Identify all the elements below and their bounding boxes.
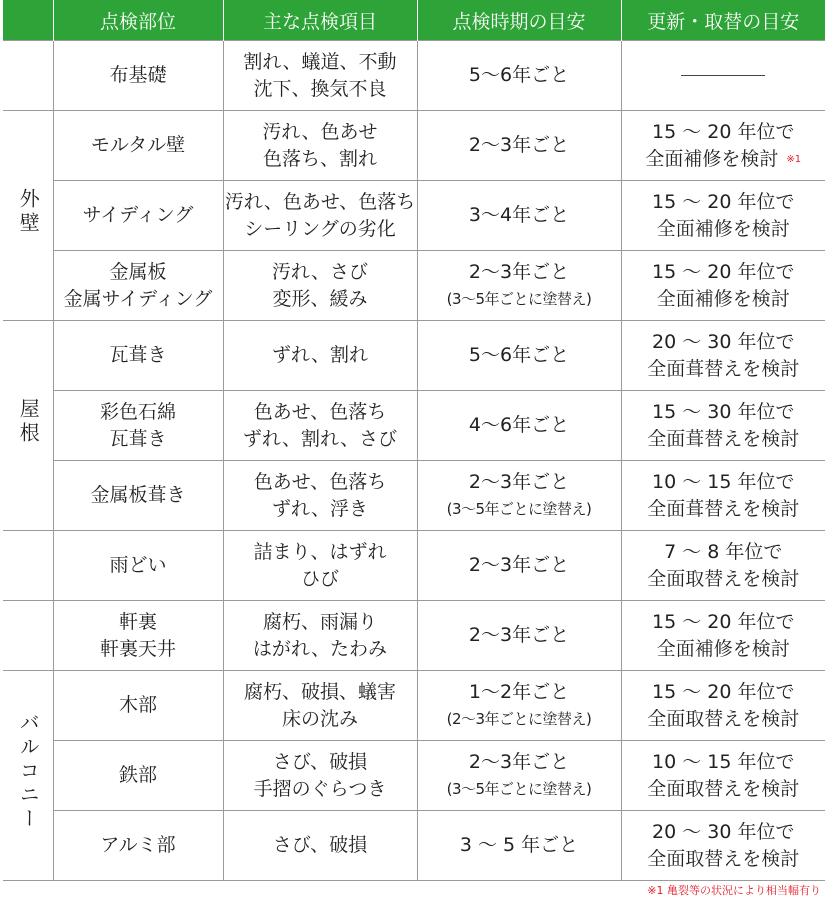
items-cell [223, 391, 417, 461]
cell-line: さび、破損 [272, 750, 368, 773]
header-part: 点検部位 [53, 0, 223, 41]
items-cell [223, 251, 417, 321]
table-row [3, 741, 825, 811]
cell-line: 全面補修を検討 [656, 287, 790, 310]
cell-line: 割れ、蟻道、不動 [243, 50, 397, 73]
cell-line: 全面取替えを検討 [647, 567, 800, 590]
group-label: バルコニー [16, 711, 41, 832]
cell-line: 鉄部 [118, 764, 157, 786]
items-cell [223, 601, 417, 671]
header-period: 点検時期の目安 [417, 0, 621, 41]
cell-line: 全面葺替えを検討 [647, 427, 800, 450]
cell-line: 腐朽、雨漏り [262, 610, 377, 633]
cell-line: 1～2年ごと [468, 680, 570, 703]
renew-cell [621, 321, 825, 391]
part-cell [53, 461, 223, 531]
part-cell [53, 741, 223, 811]
renew-cell [621, 601, 825, 671]
group-label: 屋根 [16, 397, 41, 446]
table-row [3, 531, 825, 601]
items-cell [223, 671, 417, 741]
cell-line: 2～3年ごと [468, 624, 570, 646]
cell-line: 2～3年ごと [468, 134, 570, 156]
period-cell [417, 461, 621, 531]
cell-line: 瓦葺き [109, 344, 167, 366]
group-label: 外壁 [16, 187, 41, 236]
group-cell [3, 321, 53, 531]
renew-cell [621, 671, 825, 741]
cell-line: 4～6年ごと [468, 414, 570, 436]
table-row [3, 391, 825, 461]
cell-line: 5～6年ごと [468, 64, 570, 86]
cell-line: 沈下、換気不良 [253, 77, 387, 100]
cell-line: 15 ～ 20 年位で [652, 260, 795, 283]
cell-line: 全面取替えを検討 [647, 847, 800, 870]
cell-line: 汚れ、色あせ [262, 120, 378, 143]
cell-line: 金属板 [109, 260, 167, 283]
cell-line: 色あせ、色落ち [253, 470, 387, 493]
table-row [3, 251, 825, 321]
renew-cell [621, 181, 825, 251]
cell-line: 15 ～ 30 年位で [652, 400, 795, 423]
cell-line: 腐朽、破損、蟻害 [243, 680, 396, 703]
header-group [3, 0, 53, 41]
cell-line: 金属サイディング [63, 287, 213, 310]
cell-line: サイディング [82, 204, 194, 226]
renew-cell [621, 251, 825, 321]
period-cell [417, 601, 621, 671]
items-cell [223, 811, 417, 881]
group-cell [3, 111, 53, 321]
cell-line: 20 ～ 30 年位で [652, 820, 795, 843]
period-cell [417, 111, 621, 181]
items-cell [223, 181, 417, 251]
renew-cell [621, 811, 825, 881]
cell-line: 軒裏 [118, 610, 157, 633]
part-cell [53, 811, 223, 881]
cell-line: 15 ～ 20 年位で [652, 610, 795, 633]
cell-line: 彩色石綿 [99, 400, 176, 423]
cell-line: (3～5年ごとに塗替え) [446, 499, 592, 518]
period-cell [417, 531, 621, 601]
cell-line: 2～3年ごと [468, 750, 570, 773]
cell-line: 2～3年ごと [468, 554, 570, 576]
table-row [3, 321, 825, 391]
period-cell [417, 321, 621, 391]
cell-line: 雨どい [109, 554, 167, 576]
cell-line: 汚れ、色あせ、色落ち [224, 190, 416, 213]
dash-line [681, 75, 765, 76]
cell-line: 木部 [118, 694, 157, 716]
cell-line: 金属板葺き [90, 484, 186, 506]
cell-line: 変形、緩み [272, 287, 368, 310]
part-cell [53, 181, 223, 251]
renew-cell [621, 391, 825, 461]
cell-line: ひび [300, 567, 339, 590]
part-cell [53, 321, 223, 391]
cell-line: 2～3年ごと [468, 470, 570, 493]
cell-line: はがれ、たわみ [252, 637, 388, 660]
table-row [3, 111, 825, 181]
header-renew: 更新・取替の目安 [621, 0, 825, 41]
table-row [3, 461, 825, 531]
cell-line: 3 ～ 5 年ごと [459, 834, 579, 856]
cell-line: 全面補修を検討 [656, 637, 790, 660]
items-cell [223, 41, 417, 111]
cell-line: アルミ部 [100, 834, 176, 856]
cell-line: 3～4年ごと [468, 204, 570, 226]
cell-line: 5～6年ごと [468, 344, 570, 366]
footnote: ※1 亀裂等の状況により相当幅有り [647, 884, 821, 897]
cell-line: 汚れ、さび [271, 260, 369, 283]
group-cell [3, 601, 53, 671]
cell-line: シーリングの劣化 [244, 217, 396, 240]
cell-line: 全面取替えを検討 [647, 777, 800, 800]
cell-line: 10 ～ 15 年位で [652, 750, 795, 773]
cell-line: ずれ、割れ [271, 344, 369, 366]
part-cell [53, 531, 223, 601]
table-body [3, 41, 825, 881]
period-cell [417, 811, 621, 881]
cell-line: 全面補修を検討 [656, 217, 790, 240]
cell-line: ずれ、割れ、さび [242, 427, 398, 450]
cell-line: 20 ～ 30 年位で [652, 330, 795, 353]
cell-line: 詰まり、はずれ [253, 540, 387, 563]
cell-line [622, 146, 826, 173]
renew-cell [621, 461, 825, 531]
cell-line: 軒裏天井 [99, 637, 176, 660]
cell-line: 全面取替えを検討 [647, 707, 800, 730]
header-row [3, 0, 825, 41]
cell-line: 瓦葺き [109, 427, 167, 450]
items-cell [223, 741, 417, 811]
table-row [3, 671, 825, 741]
cell-line: (3～5年ごとに塗替え) [446, 289, 592, 308]
period-cell [417, 741, 621, 811]
period-cell [417, 671, 621, 741]
renew-cell [621, 741, 825, 811]
period-cell [417, 181, 621, 251]
cell-line: 15 ～ 20 年位で [652, 190, 795, 213]
items-cell [223, 531, 417, 601]
cell-line: 2～3年ごと [468, 260, 570, 283]
renew-cell [621, 111, 825, 181]
inspection-table [3, 0, 825, 881]
table-row [3, 181, 825, 251]
part-cell [53, 601, 223, 671]
cell-line: 15 ～ 20 年位で [652, 680, 795, 703]
cell-line: 全面葺替えを検討 [647, 357, 800, 380]
cell-line: さび、破損 [272, 834, 368, 856]
cell-line: (2～3年ごとに塗替え) [446, 709, 592, 728]
period-cell [417, 391, 621, 461]
part-cell [53, 251, 223, 321]
cell-line: 布基礎 [109, 64, 167, 86]
note-mark: ※1 [786, 153, 802, 165]
renew-cell [621, 41, 825, 111]
table-row [3, 601, 825, 671]
part-cell [53, 391, 223, 461]
table-row [3, 811, 825, 881]
renew-line-text: 全面補修を検討 [645, 147, 779, 170]
group-cell [3, 531, 53, 601]
items-cell [223, 461, 417, 531]
cell-line: モルタル壁 [90, 134, 186, 156]
items-cell [223, 321, 417, 391]
period-cell [417, 41, 621, 111]
cell-line: 10 ～ 15 年位で [652, 470, 795, 493]
header-items: 主な点検項目 [223, 0, 417, 41]
renew-cell [621, 531, 825, 601]
table-row [3, 41, 825, 111]
group-cell [3, 41, 53, 111]
cell-line: 7 ～ 8 年位で [664, 540, 783, 563]
part-cell [53, 111, 223, 181]
part-cell [53, 671, 223, 741]
cell-line: 床の沈み [281, 707, 358, 730]
part-cell [53, 41, 223, 111]
cell-line: 15 ～ 20 年位で [652, 120, 795, 143]
period-cell [417, 251, 621, 321]
cell-line: ずれ、浮き [271, 497, 369, 520]
items-cell [223, 111, 417, 181]
cell-line: 色落ち、割れ [262, 147, 377, 170]
cell-line: 全面葺替えを検討 [647, 497, 800, 520]
cell-line: 色あせ、色落ち [253, 400, 387, 423]
group-cell [3, 671, 53, 881]
cell-line: 手摺のぐらつき [253, 777, 387, 800]
cell-line: (3～5年ごとに塗替え) [446, 779, 592, 798]
